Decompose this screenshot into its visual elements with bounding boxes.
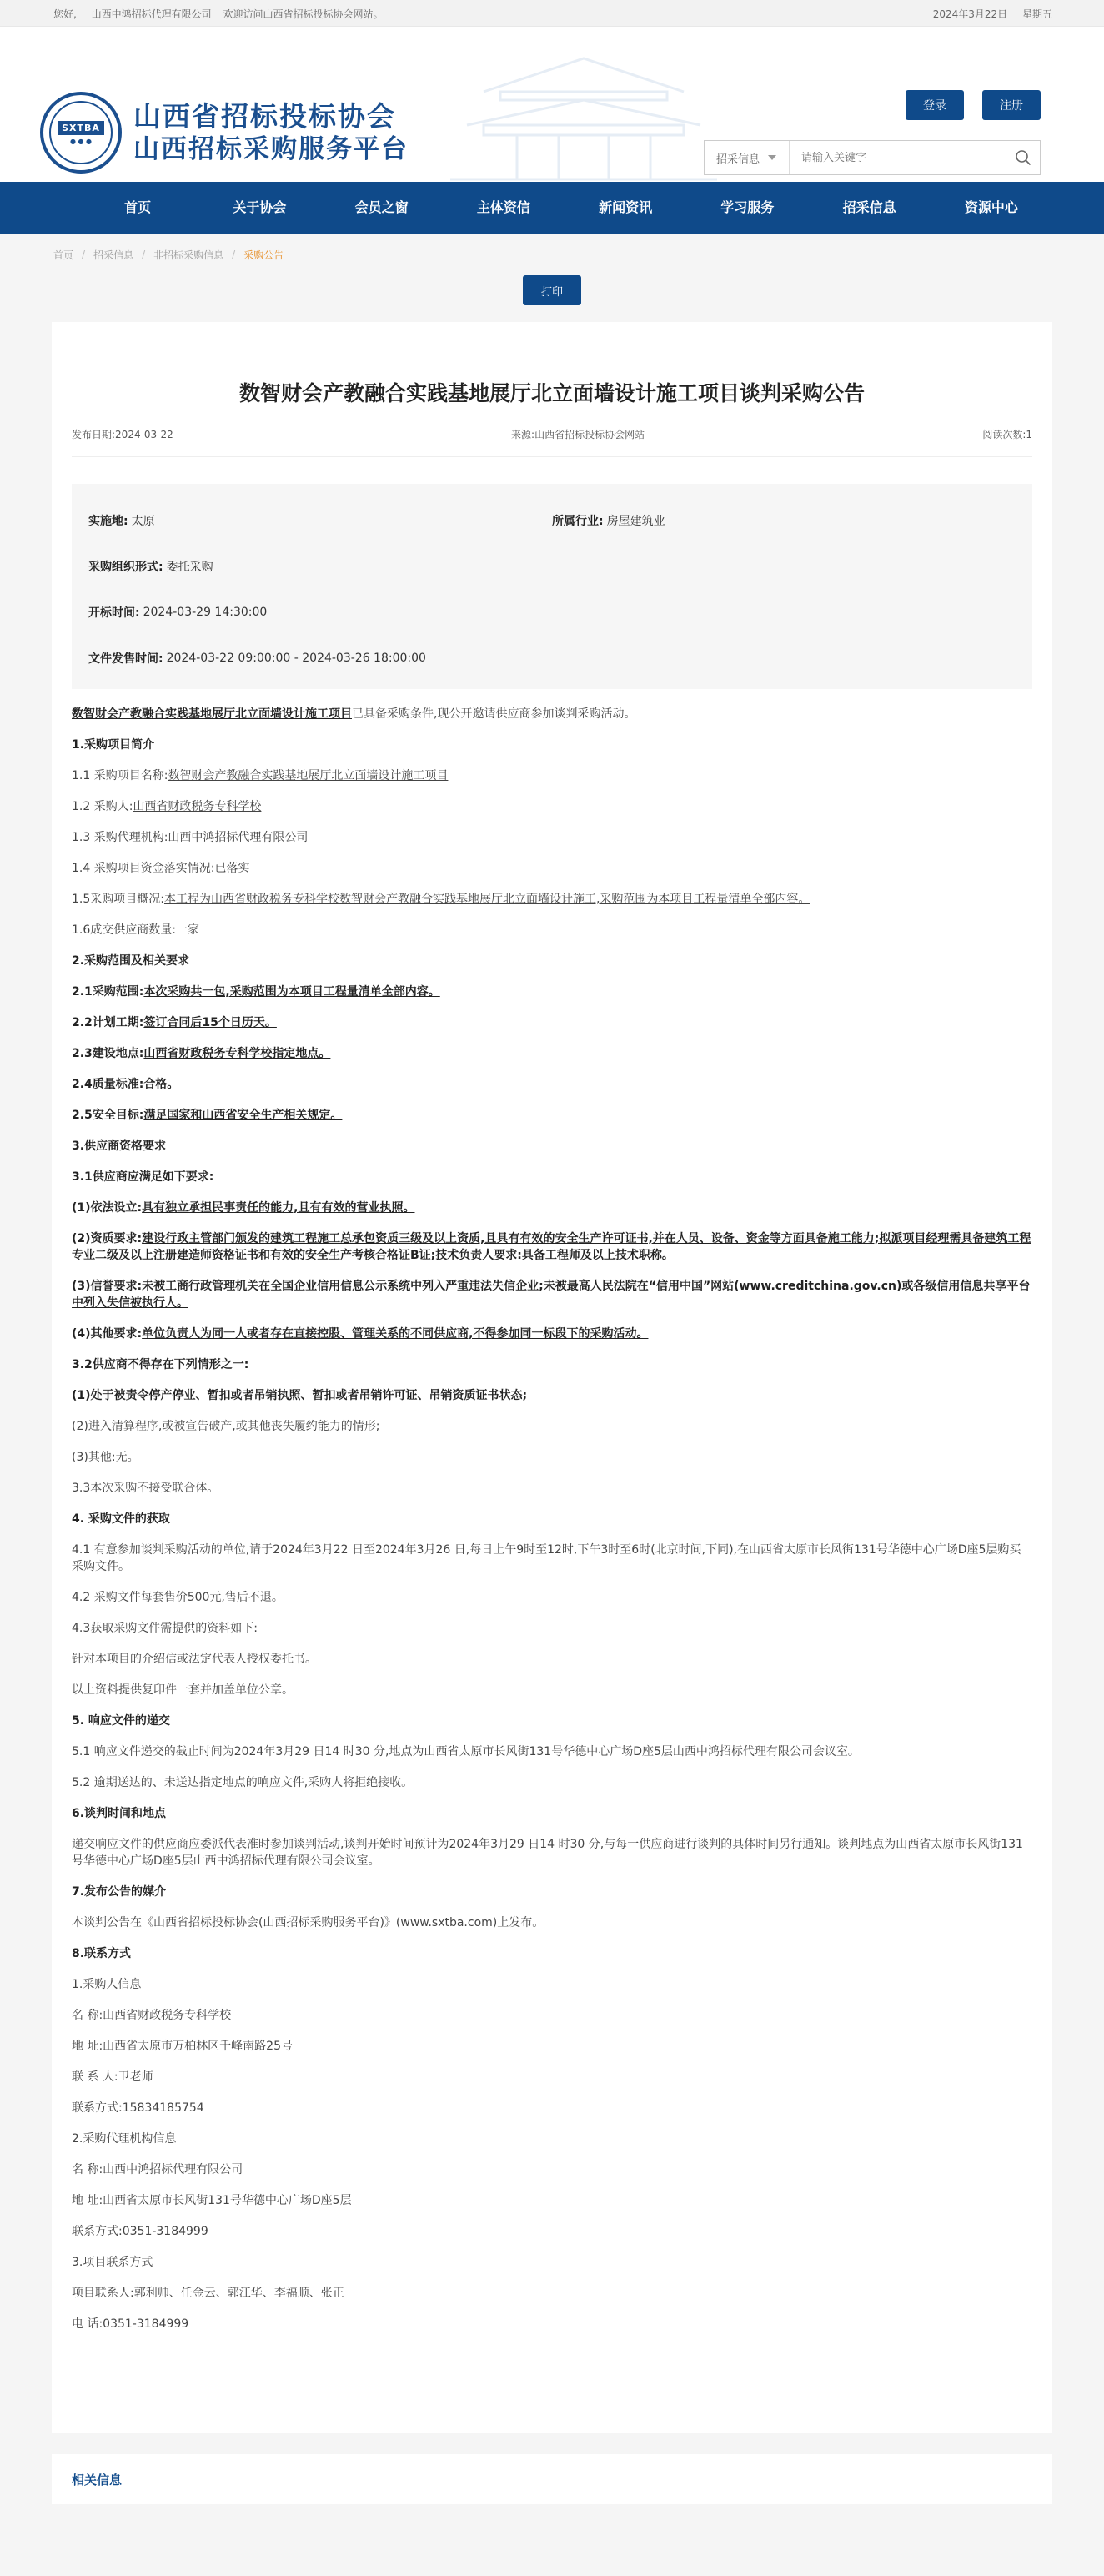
site-header (0, 27, 1104, 182)
section-heading: 3.供应商资格要求 (72, 1140, 167, 1153)
info-place: 太原 (131, 514, 155, 528)
nav-item-credit[interactable]: 主体资信 (476, 199, 530, 215)
site-title: 山西省招标投标协会 (133, 100, 396, 133)
paragraph: (2)进入清算程序,或被宣告破产,或其他丧失履约能力的情形; (72, 1420, 380, 1433)
section-heading: 4. 采购文件的获取 (72, 1512, 170, 1526)
paragraph: 1.6成交供应商数量:一家 (72, 923, 199, 937)
paragraph: 3.3本次采购不接受联合体。 (72, 1482, 219, 1495)
paragraph: 递交响应文件的供应商应委派代表准时参加谈判活动,谈判开始时间预计为2024年3月29 日14 时30 分,与每一供应商进行谈判的具体时间另行通知。谈判地点为山西省太原市长风街131号华德中心广场D座5层山西中鸿招标代理有限公司会议室。 (72, 1838, 1023, 1868)
section-heading: 8.联系方式 (72, 1947, 132, 1960)
paragraph: 2.3建设地点:山西省财政税务专科学校指定地点。 (72, 1047, 331, 1060)
paragraph: 联 系 人:卫老师 (72, 2070, 153, 2084)
search-category-select[interactable]: 招采信息 (705, 141, 790, 174)
paragraph: (3)其他:无。 (72, 1451, 139, 1464)
paragraph: 1.2 采购人:山西省财政税务专科学校 (72, 800, 262, 813)
paragraph: 名 称:山西省财政税务专科学校 (72, 2009, 232, 2022)
paragraph: 4.2 采购文件每套售价500元,售后不退。 (72, 1591, 284, 1604)
paragraph: (1)依法设立:具有独立承担民事责任的能力,且有有效的营业执照。 (72, 1201, 415, 1215)
info-industry: 房屋建筑业 (606, 514, 665, 528)
paragraph: (4)其他要求:单位负责人为同一人或者存在直接控股、管理关系的不同供应商,不得参加同一标段下的采购活动。 (72, 1327, 649, 1341)
breadcrumb-current: 采购公告 (243, 249, 284, 261)
project-info-box: 实施地: 太原 所属行业: 房屋建筑业 采购组织形式: 委托采购 开标时间: 2024-03-29 14:30:00 文件发售时间: 2024-03-22 09:00:00 - 2024-03-26 18:00:00 (72, 484, 1032, 689)
breadcrumb-non-tender[interactable]: 非招标采购信息 (153, 249, 224, 261)
login-button[interactable]: 登录 (906, 90, 964, 120)
paragraph: 名 称:山西中鸿招标代理有限公司 (72, 2163, 243, 2176)
article-panel (52, 322, 1052, 2433)
breadcrumb-home[interactable]: 首页 (53, 249, 74, 261)
paragraph: 本谈判公告在《山西省招标投标协会(山西招标采购服务平台)》(www.sxtba.com)上发布。 (72, 1916, 544, 1929)
paragraph: 项目联系人:郭利帅、任金云、郭江华、李福顺、张正 (72, 2287, 344, 2300)
nav-item-about[interactable]: 关于协会 (233, 199, 287, 215)
paragraph: 地 址:山西省太原市万柏林区千峰南路25号 (72, 2040, 293, 2053)
paragraph: 5.1 响应文件递交的截止时间为2024年3月29 日14 时30 分,地点为山西省太原市长风街131号华德中心广场D座5层山西中鸿招标代理有限公司会议室。 (72, 1745, 860, 1758)
section-heading: 5. 响应文件的递交 (72, 1714, 170, 1728)
pavilion-watermark-icon (434, 42, 734, 182)
article-meta (72, 427, 1032, 457)
search-input[interactable] (790, 152, 1006, 164)
paragraph: 2.1采购范围:本次采购共一包,采购范围为本项目工程量清单全部内容。 (72, 985, 440, 999)
section-heading: 7.发布公告的媒介 (72, 1885, 167, 1899)
search-bar (704, 140, 1041, 175)
paragraph: 3.项目联系方式 (72, 2256, 153, 2269)
paragraph: 1.4 采购项目资金落实情况:已落实 (72, 862, 250, 875)
site-logo[interactable] (40, 92, 409, 174)
paragraph: (1)处于被责令停产停业、暂扣或者吊销执照、暂扣或者吊销许可证、吊销资质证书状态; (72, 1389, 528, 1402)
article-source: 来源:山西省招标投标协会网站 (511, 429, 645, 440)
nav-item-procurement[interactable]: 招采信息 (842, 199, 896, 215)
main-nav (0, 182, 1104, 234)
view-count: 阅读次数:1 (982, 429, 1032, 440)
breadcrumb-procurement[interactable]: 招采信息 (93, 249, 134, 261)
nav-item-learning[interactable]: 学习服务 (720, 199, 775, 215)
related-info-panel (52, 2454, 1052, 2504)
paragraph: 联系方式:0351-3184999 (72, 2225, 208, 2238)
breadcrumb-separator-icon: / (142, 249, 146, 260)
association-seal-icon: SXTBA ● ● ● (40, 92, 122, 174)
seal-abbr: SXTBA (58, 121, 104, 135)
current-weekday: 星期五 (1021, 8, 1052, 20)
welcome-text: 欢迎访问山西省招标投标协会网站。 (223, 8, 384, 20)
paragraph: 以上资料提供复印件一套并加盖单位公章。 (72, 1683, 294, 1697)
paragraph: (3)信誉要求:未被工商行政管理机关在全国企业信用信息公示系统中列入严重违法失信企业;未被最高人民法院在“信用中国”网站(www.creditchina.gov.cn)或各级信用信息共享平台中列入失信被执行人。 (72, 1280, 1031, 1310)
nav-item-members[interactable]: 会员之窗 (354, 199, 409, 215)
chevron-down-icon (768, 155, 776, 160)
print-button[interactable]: 打印 (523, 275, 581, 305)
nav-item-home[interactable]: 首页 (124, 199, 152, 215)
section-heading: 2.采购范围及相关要求 (72, 954, 190, 968)
section-heading: 6.谈判时间和地点 (72, 1807, 167, 1820)
paragraph: (2)资质要求:建设行政主管部门颁发的建筑工程施工总承包资质三级及以上资质,且具有有效的安全生产许可证书,并在人员、设备、资金等方面具备施工能力;拟派项目经理需具备建筑工程专业二级及以上注册建造师资格证书和有效的安全生产考核合格证B证;技术负责人要求:具备工程师及以上技术职称。 (72, 1232, 1031, 1262)
top-bar (0, 0, 1104, 27)
paragraph: 数智财会产教融合实践基地展厅北立面墙设计施工项目已具备采购条件,现公开邀请供应商参加谈判采购活动。 (72, 707, 636, 721)
nav-item-resources[interactable]: 资源中心 (964, 199, 1018, 215)
paragraph: 2.2计划工期:签订合同后15个日历天。 (72, 1016, 277, 1029)
current-date: 2024年3月22日 (932, 8, 1008, 20)
paragraph: 5.2 逾期送达的、未送达指定地点的响应文件,采购人将拒绝接收。 (72, 1776, 414, 1789)
related-info-title: 相关信息 (72, 2472, 123, 2488)
breadcrumb-separator-icon: / (82, 249, 86, 260)
subsection-heading: 3.1供应商应满足如下要求: (72, 1170, 214, 1184)
greeting: 您好, (53, 8, 77, 20)
paragraph: 2.采购代理机构信息 (72, 2132, 177, 2146)
article-body (72, 706, 1032, 2332)
section-heading: 1.采购项目简介 (72, 738, 155, 752)
paragraph: 1.5采购项目概况:本工程为山西省财政税务专科学校数智财会产教融合实践基地展厅北立面墙设计施工,采购范围为本项目工程量清单全部内容。 (72, 893, 810, 906)
publish-date: 发布日期:2024-03-22 (72, 429, 173, 440)
breadcrumb (52, 234, 1052, 275)
paragraph: 针对本项目的介绍信或法定代表人授权委托书。 (72, 1653, 317, 1666)
paragraph: 1.采购人信息 (72, 1978, 142, 1991)
company-name: 山西中鸿招标代理有限公司 (91, 8, 212, 20)
subsection-heading: 3.2供应商不得存在下列情形之一: (72, 1358, 249, 1371)
paragraph: 2.5安全目标:满足国家和山西省安全生产相关规定。 (72, 1109, 343, 1122)
paragraph: 1.3 采购代理机构:山西中鸿招标代理有限公司 (72, 831, 309, 844)
article-title: 数智财会产教融合实践基地展厅北立面墙设计施工项目谈判采购公告 (238, 381, 865, 405)
paragraph: 联系方式:15834185754 (72, 2101, 204, 2115)
register-button[interactable]: 注册 (982, 90, 1041, 120)
nav-item-news[interactable]: 新闻资讯 (599, 199, 653, 215)
breadcrumb-separator-icon: / (232, 249, 236, 260)
search-icon[interactable] (1006, 149, 1040, 166)
paragraph: 1.1 采购项目名称:数智财会产教融合实践基地展厅北立面墙设计施工项目 (72, 769, 449, 782)
info-open-time: 2024-03-29 14:30:00 (143, 605, 268, 619)
paragraph: 地 址:山西省太原市长风街131号华德中心广场D座5层 (72, 2194, 352, 2207)
info-sale-time: 2024-03-22 09:00:00 - 2024-03-26 18:00:00 (166, 651, 426, 665)
paragraph: 2.4质量标准:合格。 (72, 1078, 179, 1091)
paragraph: 4.1 有意参加谈判采购活动的单位,请于2024年3月22 日至2024年3月26 日,每日上午9时至12时,下午3时至6时(北京时间,下同),在山西省太原市长风街131号华德中心广场D座5层购买采购文件。 (72, 1543, 1021, 1573)
info-form: 委托采购 (166, 560, 213, 574)
paragraph: 电 话:0351-3184999 (72, 2317, 189, 2331)
paragraph: 4.3获取采购文件需提供的资料如下: (72, 1622, 258, 1635)
site-subtitle: 山西招标采购服务平台 (133, 134, 409, 164)
